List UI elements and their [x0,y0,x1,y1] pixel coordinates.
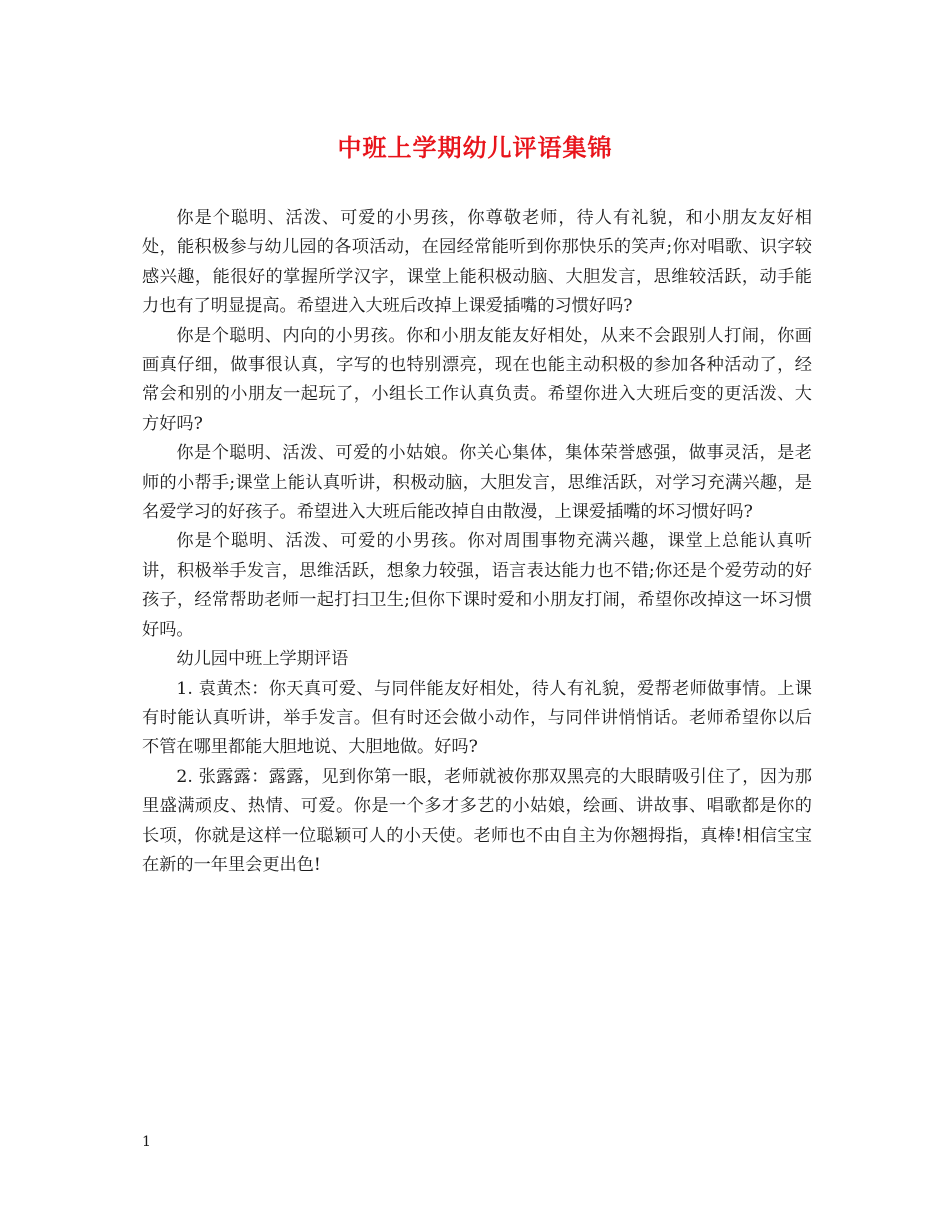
paragraph-3: 你是个聪明、活泼、可爱的小姑娘。你关心集体，集体荣誉感强，做事灵活，是老师的小帮手;课堂上能认真听讲，积极动脑，大胆发言，思维活跃，对学习充满兴趣，是名爱学习的好孩子。希望进入大班后能改掉自由散漫，上课爱插嘴的坏习惯好吗? [142,443,812,523]
document-body [142,204,812,880]
document-title: 中班上学期幼儿评语集锦 [337,133,613,162]
page-number: 1 [142,1134,151,1150]
section-heading: 幼儿园中班上学期评语 [176,649,349,670]
paragraph-4: 你是个聪明、活泼、可爱的小男孩。你对周围事物充满兴趣，课堂上总能认真听讲，积极举手发言，思维活跃，想象力较强，语言表达能力也不错;你还是个爱劳动的好孩子，经常帮助老师一起打扫卫生;但你下课时爱和小朋友打闹，希望你改掉这一坏习惯好吗。 [142,531,812,640]
paragraph-1: 你是个聪明、活泼、可爱的小男孩，你尊敬老师，待人有礼貌，和小朋友友好相处，能积极参与幼儿园的各项活动，在园经常能听到你那快乐的笑声;你对唱歌、识字较感兴趣，能很好的掌握所学汉字，课堂上能积极动脑、大胆发言，思维较活跃，动手能力也有了明显提高。希望进入大班后改掉上课爱插嘴的习惯好吗? [142,208,812,317]
paragraph-item-1: 1. 袁黄杰：你天真可爱、与同伴能友好相处，待人有礼貌，爱帮老师做事情。上课有时能认真听讲，举手发言。但有时还会做小动作，与同伴讲悄悄话。老师希望你以后不管在哪里都能大胆地说、大胆地做。好吗? [142,678,812,758]
paragraph-item-2: 2. 张露露：露露，见到你第一眼，老师就被你那双黑亮的大眼睛吸引住了，因为那里盛满顽皮、热情、可爱。你是一个多才多艺的小姑娘，绘画、讲故事、唱歌都是你的长项，你就是这样一位聪颖可人的小天使。老师也不由自主为你翘拇指，真棒!相信宝宝在新的一年里会更出色! [142,766,812,875]
paragraph-2: 你是个聪明、内向的小男孩。你和小朋友能友好相处，从来不会跟别人打闹，你画画真仔细，做事很认真，字写的也特别漂亮，现在也能主动积极的参加各种活动了，经常会和别的小朋友一起玩了，小组长工作认真负责。希望你进入大班后变的更活泼、大方好吗? [142,325,812,434]
